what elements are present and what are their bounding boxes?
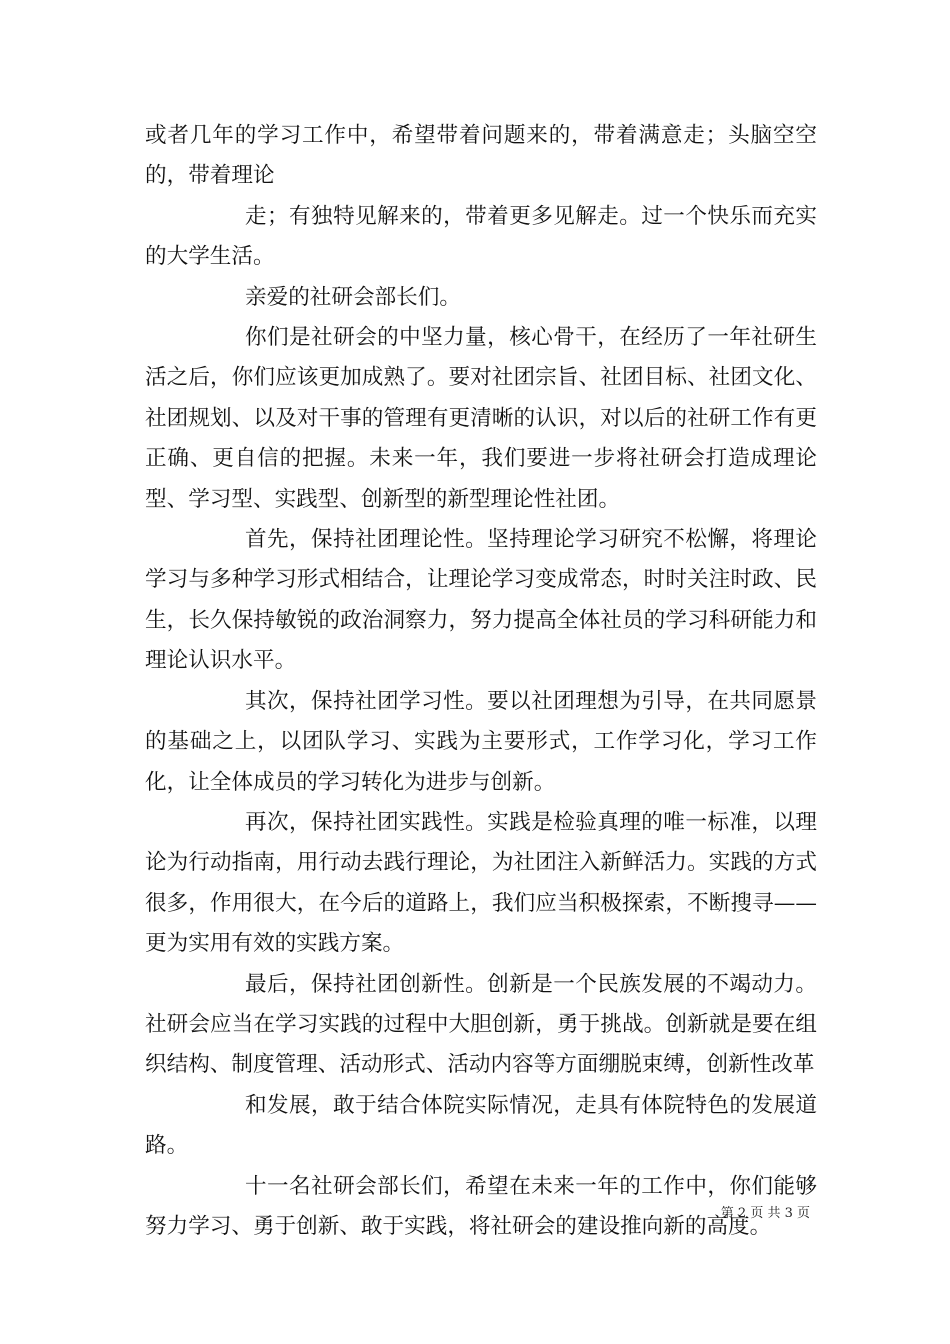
page-number-footer: 第 2 页 共 3 页 xyxy=(720,1206,810,1221)
document-body xyxy=(145,116,817,1247)
paragraph-9: 和发展，敢于结合体院实际情况，走具有体院特色的发展道路。 xyxy=(145,1092,817,1159)
paragraph-8: 最后，保持社团创新性。创新是一个民族发展的不竭动力。社研会应当在学习实践的过程中大胆创新，勇于挑战。创新就是要在组织结构、制度管理、活动形式、活动内容等方面绷脱束缚，创新性改革 xyxy=(145,971,817,1078)
paragraph-6: 其次，保持社团学习性。要以社团理想为引导，在共同愿景的基础之上，以团队学习、实践为主要形式，工作学习化，学习工作化，让全体成员的学习转化为进步与创新。 xyxy=(145,688,817,795)
paragraph-4: 你们是社研会的中坚力量，核心骨干，在经历了一年社研生活之后，你们应该更加成熟了。要对社团宗旨、社团目标、社团文化、社团规划、以及对干事的管理有更清晰的认识，对以后的社研工作有更正确、更自信的把握。未来一年，我们要进一步将社研会打造成理论型、学习型、实践型、创新型的新型理论性社团。 xyxy=(145,325,817,512)
paragraph-10: 十一名社研会部长们，希望在未来一年的工作中，你们能够努力学习、勇于创新、敢于实践，将社研会的建设推向新的高度。 xyxy=(145,1173,817,1239)
paragraph-2: 走；有独特见解来的，带着更多见解走。过一个快乐而充实的大学生活。 xyxy=(145,203,817,270)
paragraph-3: 亲爱的社研会部长们。 xyxy=(245,284,461,310)
paragraph-5: 首先，保持社团理论性。坚持理论学习研究不松懈，将理论学习与多种学习形式相结合，让理论学习变成常态，时时关注时政、民生，长久保持敏锐的政治洞察力，努力提高全体社员的学习科研能力和理论认识水平。 xyxy=(145,527,817,674)
paragraph-7: 再次，保持社团实践性。实践是检验真理的唯一标准，以理论为行动指南，用行动去践行理论，为社团注入新鲜活力。实践的方式很多，作用很大，在今后的道路上，我们应当积极探索，不断搜寻——更为实用有效的实践方案。 xyxy=(145,809,817,957)
paragraph-1: 或者几年的学习工作中，希望带着问题来的，带着满意走；头脑空空的，带着理论 xyxy=(145,123,817,189)
